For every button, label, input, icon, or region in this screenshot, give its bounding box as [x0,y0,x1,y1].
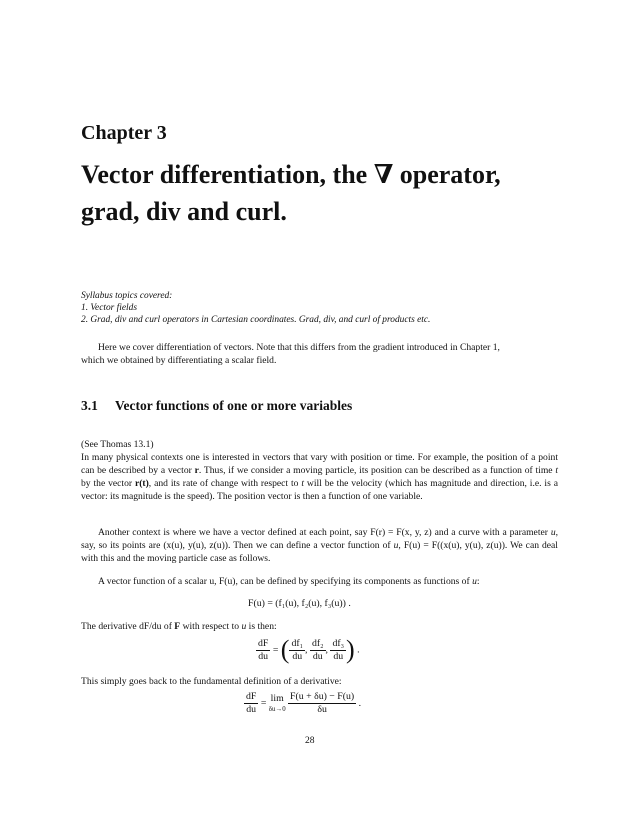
section-title: Vector functions of one or more variables [115,398,353,413]
intro-line-1: Here we cover differentiation of vectors. Note that this differs from the gradient introduced in Chapter 1, [98,342,500,353]
fundamental-intro: This simply goes back to the fundamental definition of a derivative: [81,676,342,687]
intro-line-2: which we obtained by differentiating a scalar field. [81,355,277,366]
equation-limit-definition: $\frac{dF}{du}$ = lim δu→0 $\frac{F(u + \delta u) - F(u)}{\delta u}$ . [246,691,362,715]
syllabus-item-1: 1. Vector fields [81,303,137,313]
syllabus-item-2: 2. Grad, div and curl operators in Cartesian coordinates. Grad, div, and curl of products etc. [81,315,431,325]
chapter-label: Chapter 3 [81,122,167,144]
section-number: 3.1 [81,398,98,413]
equation-derivative-components: $\frac{dF}{du}$ = ( $\frac{\text{df₁}}{du}$ , $\frac{\text{df₂}}{du}$ , $\frac{\text{df₃}}{du}$ ) . [258,635,360,664]
reference: (See Thomas 13.1) [81,439,154,450]
page-number: 28 [305,735,315,746]
paragraph-2: Another context is where we have a vector defined at each point, say F(r) = F(x, y, z) and a curve with a parameter u, say, so its points are (x(u), y(u), z(u)). Then we can define a vector function of u, F(u) = F((x(u), y(u), z(u)). We can deal with this and the moving particle case as follows. [81,527,559,565]
equation-components: F(u) = (f₁(u), f₂(u), f₃(u)) . [248,598,351,609]
chapter-title: Vector differentiation, the ∇ operator, grad, div and curl. [81,160,501,226]
paragraph-3: A vector function of a scalar u, F(u), can be defined by specifying its components as functions of u: [98,576,480,587]
derivative-intro: The derivative dF/du of F with respect to u is then: [81,621,277,632]
paragraph-1: In many physical contexts one is interested in vectors that vary with position or time. For example, the position of a point can be described by a vector r. Thus, if we consider a moving particle, its position can be described as a function of time t by the vector r(t), and its rate of change with respect to t will be the velocity (which has magnitude and direction, i.e. is a vector: its magnitude is the speed). The position vector is then a function of one variable. [81,452,558,503]
section-heading [81,398,352,414]
syllabus-heading: Syllabus topics covered: [81,291,173,301]
